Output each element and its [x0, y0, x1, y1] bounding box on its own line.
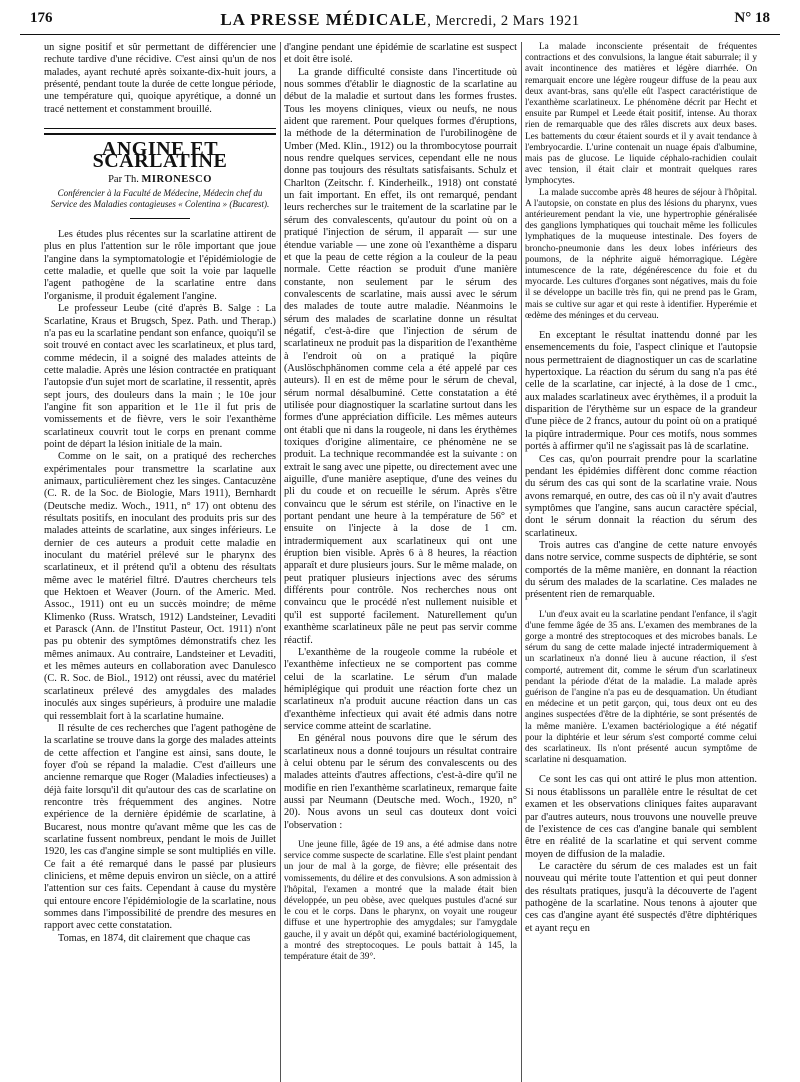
previous-article-end: un signe positif et sûr permettant de différencier une rechute tardive d'une récidive. C'est ainsi qu'un de nos malades, ayant rechuté après soixante-dix-huit jours, a présenté, pendant toute la durée de cette longue période, une température qui, quoique apyrétique, a donné un tracé nettement et constamment brouillé.	[44, 42, 276, 115]
spacer	[525, 766, 757, 774]
column-1	[44, 42, 276, 1082]
page-header	[20, 8, 780, 35]
article-heading	[44, 128, 276, 219]
article-title: ANGINE ET SCARLATINE	[92, 138, 228, 173]
column-rule	[280, 42, 281, 1082]
journal-name: LA PRESSE MÉDICALE	[220, 10, 428, 29]
case-observation: La malade succombe après 48 heures de séjour à l'hôpital. A l'autopsie, on constate en plus des lésions du pharynx, vues antérieurement pendant la vie, une hypertrophie généralisée des ganglions lymphatiques qui touchait même les follicules lymphatiques de la muqueuse intestinale. Des foyers de broncho-pneumonie dans les deux lobes inférieurs des poumons, de la néphrite aiguë hémorragique. Légère intumescence de la rate, dégénérescence du foie et du myocarde. Les cultures d'organes sont négatives, mais du foie il se développe un bacille très fin, qui ne prend pas le Gram, mais se cultive sur agar et qui reste à identifier. Hyperémie et œdème des méninges et du cerveau.	[525, 187, 757, 321]
case-observation: La malade inconsciente présentait de fréquentes contractions et des convulsions, la langue était saburrale; il y avait incontinence des matières et légère diarrhée. On remarquait encore une légère rougeur diffuse de la peau aux deux avant-bras, sans qu'elle eût l'aspect caractéristique de l'exanthème scarlatineux. Le phénomène décrit par Hecht et ensuite par Rumpel et Leede était positif, intense. Au thorax rien de remarquable que des râles discrets aux deux bases. Les battements du cœur étaient sourds et il y avait tendance à l'embryocardie. L'urine contenait un nuage épais d'albumine, mais pas de glucose. Le liquide céphalo-rachidien coulait avec tension, il était clair et montrait quelques rares lymphocytes.	[525, 42, 757, 187]
case-observation: L'un d'eux avait eu la scarlatine pendant l'enfance, il s'agit d'une femme âgée de 35 ans. L'examen des membranes de la gorge a montré des streptocoques et des microbes banals. Le sérum du sang de cette malade injecté intradermiquement à un scarlatineux n'a donné lieu à aucune réaction, il s'est comporté, autrement dit, comme le sérum d'un scarlatineux pendant la période d'état de la maladie. La malade après guérison de l'angine n'a pas eu de desquamation. Un étudiant en médecine et un petit garçon, qui, tous deux ont eu des angines suspectées d'être de la diphtérie, se sont présentés de la même manière. L'examen bactériologique a été négatif pour la diphtérie et leur sérum s'est comporté comme celui des scarlatineux. Ils n'ont présenté aucun symptôme de scarlatine ni desquamation.	[525, 609, 757, 766]
byline-prefix: Par Th.	[108, 173, 139, 185]
issue-number: N° 18	[734, 10, 770, 26]
journal-masthead	[20, 10, 780, 30]
paragraph: Trois autres cas d'angine de cette nature envoyés dans notre service, comme suspects de diphtérie, se sont comportés de la même manière, en donnant la réaction du sérum des malades de la scarlatine. Ces malades ne présentent rien de remarquable.	[525, 539, 757, 601]
paragraph: Ces cas, qu'on pourrait prendre pour la scarlatine pendant les épidémies diffèrent donc comme réaction du sérum des cas qui sont de la scarlatine vraie. Nous avons remarqué, en outre, des cas où il n'y avait d'autres symptômes que l'angine, sans aucun caractère spécial, dont le sérum donnait la réaction du sérum des scarlatineux.	[525, 453, 757, 539]
paragraph: En général nous pouvons dire que le sérum des scarlatineux nous a donné toujours un résultat contraire à celui obtenu par le sérum des convalescents ou des malades atteints d'autres affections, c'est-à-dire qu'il ne modifie en rien l'exanthème scarlatineux, remarque faite aussi par Neumann (Deutsche med. Woch., 1920, n° 20). Nous avons un seul cas douteux dont voici l'observation :	[284, 733, 517, 831]
paragraph: d'angine pendant une épidémie de scarlatine est suspect et doit être isolé.	[284, 42, 517, 66]
byline	[44, 174, 276, 186]
column-2	[284, 42, 517, 1082]
column-rule	[521, 42, 522, 1082]
author-name: MIRONESCO	[141, 173, 212, 185]
paragraph: Le professeur Leube (cité d'après B. Salge : La Scarlatine, Kraus et Brugsch, Spez. Path. und Therap.) n'a pas eu la scarlatine pendant son enfance, quoiqu'il se soit trouvé en contact avec les scarlatineux, et plus tard, comme médecin, il a soigné des malades atteints de cette maladie. Après une lésion contractée en pratiquant l'autopsie d'un sujet mort de scarlatine, il ressentit, après sept jours, des douleurs dans la main ; le 10e jour l'angine fit son apparition et le 11e il fut pris de vomissements et de fièvre, vers le soir l'exanthème scarlatineux couvrit tout le corps en prenant comme point de départ la lésion initiale de la main.	[44, 303, 276, 450]
case-observation: Une jeune fille, âgée de 19 ans, a été admise dans notre service comme suspecte de scarlatine. Elle s'est plaint pendant un jour de mal à la gorge, de fièvre; elle présentait des vomissements, du délire et des convulsions. A son admission à l'hôpital, l'examen a montré que la malade était bien développée, un peu obèse, avec quelques pustules d'acné sur le cou et le corps. Dans le pharynx, on voyait une rougeur diffuse et une hypertrophie des amygdales; sur l'amygdale gauche, il y avait un dépôt qui, examiné bactériologiquement, a montré des streptocoques. Le pouls battait à 145, la température était de 39°.	[284, 840, 517, 963]
spacer	[525, 322, 757, 330]
author-affiliation: Conférencier à la Faculté de Médecine, Médecin chef du Service des Maladies contagieuses « Colentina » (Bucarest).	[50, 188, 270, 210]
spacer	[525, 602, 757, 610]
divider	[130, 218, 190, 219]
divider	[44, 133, 276, 135]
paragraph: Le caractère du sérum de ces malades est un fait nouveau qui mérite toute l'attention et qui peut donner des résultats pratiques, jusqu'à la découverte de l'agent pathogène de la scarlatine. Nous tenons à ajouter que ces cas d'angine ayant été suspectés d'être diphtériques et ayant reçu en	[525, 860, 757, 934]
paragraph: Les études plus récentes sur la scarlatine attirent de plus en plus l'attention sur le rôle important que joue l'angine dans la symptomatologie et l'épidémiologie de cette maladie, et quelle que soit la voie par laquelle l'agent pathogène de la scarlatine entre dans l'organisme, il produit également l'angine.	[44, 229, 276, 302]
paragraph: La grande difficulté consiste dans l'incertitude où nous sommes d'établir le diagnostic de la scarlatine au début de la maladie et surtout dans les formes frustes. Tous les moyens cliniques, vieux ou neufs, ne nous aident que rarement. Pour quelques formes d'éruptions, la méthode de la détermination de l'urobilinogène de Umber (Med. Klin., 1912) ou la thrombocytose pourrait nous rendre quelques services, cependant elle ne nous donne pas toujours des résultats satisfaisants. Schulz et Charlton (Zeitschr. f. Kinderheilk., 1918) ont constaté un fait important. En effet, ils ont remarqué, pendant leurs recherches sur le traitement de la scarlatine par le sérum des convalescents, qu'autour du point où on a pratiqué l'injection de sérum, il apparaît — sur une étendue variable — une zone où l'exanthème a disparu et que la peau de cette région a la couleur de la peau normale. Cette réaction se produit d'une manière constante, non seulement par le sérum des convalescents de scarlatine, mais aussi avec le sérum des malades de toute autre maladie. Néanmoins le sérum des malades de scarlatine donne un résultat négatif, c'est-à-dire que l'injection de sérum de scarlatineux ne produit pas la disparition de l'exanthème à l'endroit où on a pratiqué la piqûre (Auslöschphänomen comme cela a été appelé par ces auteurs). Il en est de même pour le sérum de cheval, sérum normal désalbuminé. Cette constatation a été utilisée pour diagnostiquer la scarlatine surtout dans les formes d'une appréciation difficile. Les mêmes auteurs ont établi que ni dans la rougeole, ni dans les érythèmes toxiques d'origine alimentaire, ce phénomène ne se produit. La technique recommandée est la suivante : on extrait le sang avec une pipette, ou directement avec une aiguille, d'une manière aseptique, d'une des veines du pli du coude et on recueille le sérum. Après s'être convaincu que le sérum est stérile, on l'inactive en le portant pendant une heure à la température de 56° et ensuite on l'injecte à la dose de 1 cm. intradermiquement aux scarlatineux qui ont une éruption bien visible. Après 6 à 8 heures, la réaction apparaît et dure plusieurs jours. Sur le même malade, on peut pratiquer plusieurs injections avec des sérums différents pour contrôle. Nos recherches nous ont convaincu que le procédé n'est nullement nuisible et qu'il est supporté facilement. Naturellement qu'un exanthème scarlatineux pâle ne peut pas servir comme réactif.	[284, 66, 517, 646]
paragraph: L'exanthème de la rougeole comme la rubéole et l'exanthème infectieux ne se comportent pas comme celui de la scarlatine. Le sérum d'un malade hémiplégique qui produit une réaction forte chez un scarlatineux n'a produit aucune réaction dans un cas d'exanthème infectieux qui avait été admis dans notre service comme atteint de scarlatine.	[284, 646, 517, 732]
paragraph: Comme on le sait, on a pratiqué des recherches expérimentales pour transmettre la scarlatine aux animaux, particulièrement chez les singes. Cantacuzène (C. R. de la Soc. de Biologie, Mars 1911), Bernhardt (Deutsche mediz. Woch., 1911, n° 17) ont obtenu des résultats positifs, en inoculant des produits pris sur des malades atteints de scarlatine, aux singes inférieurs. Le dernier de ces auteurs a produit cette maladie en inoculant du matériel prélevé sur le pharynx des scarlatineux, et il prétend qu'il a obtenu des résultats même avec le matériel filtré. D'autres chercheurs tels que Hektoen et Weaver (Journ. of the Americ. Med. Assoc., 1911) ont eu un succès moindre; de même Klimenko (Russ. Wratsch, 1912) Landsteiner, Levaditi et Parasck (Ann. de l'Institut Pasteur, Oct. 1911) n'ont pas pu obtenir des symptômes démonstratifs chez les mêmes animaux. Au contraire, Landsteiner et Levaditi, et les mêmes auteurs en collaboration avec Danulesco (C. R. Soc. de Biol., 1912) ont réussi, avec du matériel scarlatineux prélevé des amygdales des malades inoculés aux singes supérieurs, à produire une maladie qui ressemblait fort à la scarlatine humaine.	[44, 451, 276, 722]
issue-date: , Mercredi, 2 Mars 1921	[427, 13, 580, 29]
column-3	[525, 42, 757, 1082]
paragraph: Tomas, en 1874, dit clairement que chaque cas	[58, 932, 251, 944]
paragraph: En exceptant le résultat inattendu donné par les ensemencements du foie, l'aspect clinique et l'autopsie nous permettraient de diagnostiquer un cas de scarlatine hypertoxique. La réaction du sérum du sang n'a pas été celle de la scarlatine, car injecté, à la dose de 1 cmc., aux malades scarlatineux avec érythèmes, il a produit la disparition de l'érythème sur un espace de la grandeur d'une pièce de 2 francs, autour du point où on a pratiqué la piqûre intradermique. Pour ces motifs, nous sommes portés à affirmer qu'il ne s'agissait pas là de scarlatine.	[525, 330, 757, 453]
paragraph: Il résulte de ces recherches que l'agent pathogène de la scarlatine se trouve dans la gorge des malades atteints de cette affection et l'angine est ainsi, sans doute, le foyer d'où se répand la maladie. C'est d'ailleurs une ancienne remarque que Roger (Maladies infectieuses) a déjà faite lorsqu'il dit qu'autour des cas de scarlatine on rencontre très fréquemment des angines. Notre expérience de la dernière épidémie de scarlatine, à Bucarest, nous montre qu'avant même que les cas de scarlatine fussent nombreux, pendant le mois de Juillet 1920, les cas d'angine simple se sont multipliés en ville. Ce fait a été remarqué dans le passé par plusieurs cliniciens, et même depuis environ un siècle, on a attiré l'attention sur ces faits. Cependant à cause du mystère qui entoure encore l'épidémiologie de la scarlatine, nous sommes dans l'impossibilité de prendre des mesures en rapport avec cette constatation.	[44, 722, 276, 932]
page-number: 176	[30, 10, 53, 26]
divider	[44, 128, 276, 129]
spacer	[284, 832, 517, 840]
paragraph: Ce sont les cas qui ont attiré le plus mon attention. Si nous établissons un parallèle entre le résultat de cet examen et les observations cliniques faites auparavant par d'autres auteurs, nous trouvons une nouvelle preuve de l'existence de ces cas d'angine banale qui semblent être en réalité de la scarlatine et qui servent comme moyen de diffusion de la maladie.	[525, 774, 757, 860]
